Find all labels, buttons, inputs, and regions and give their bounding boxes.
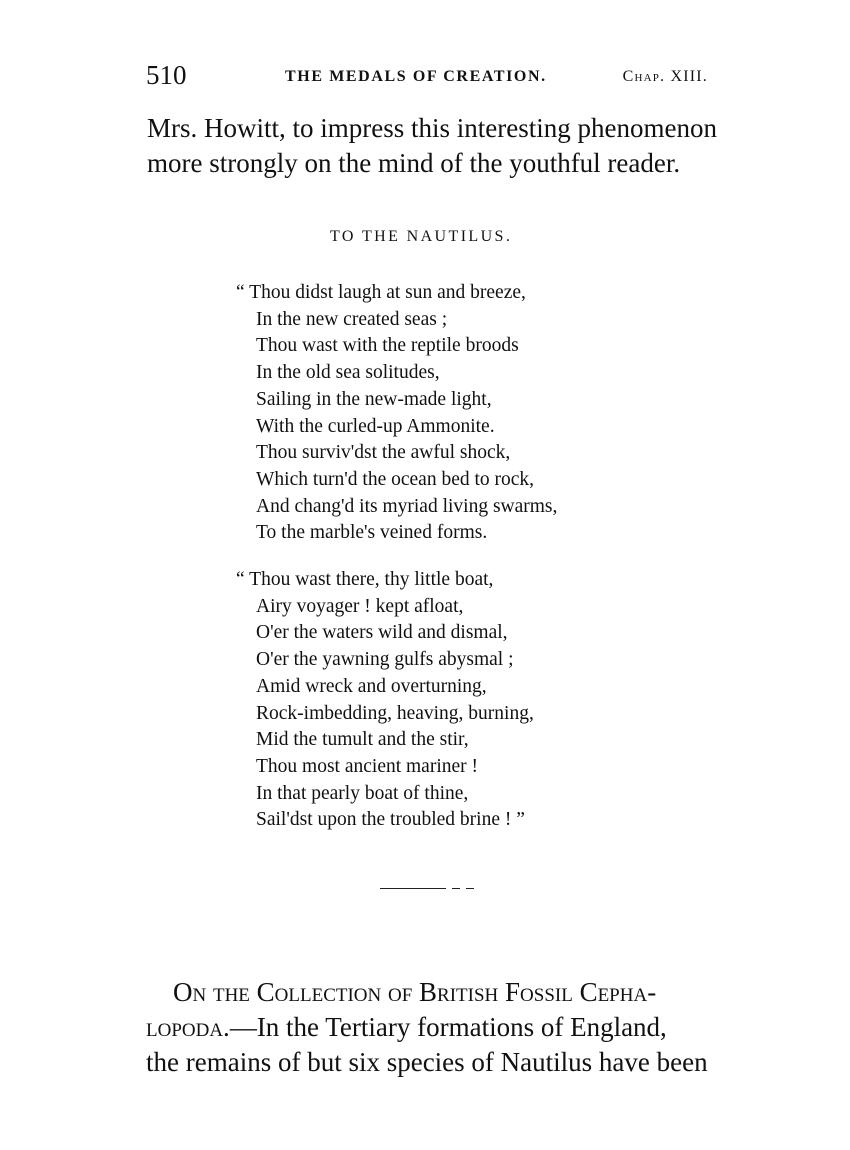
poem-line: “ Thou wast there, thy little boat, bbox=[236, 569, 494, 590]
poem-line: To the marble's veined forms. bbox=[256, 522, 488, 544]
poem-line: Thou surviv'dst the awful shock, bbox=[256, 442, 511, 464]
poem-line: Sail'dst upon the troubled brine ! ” bbox=[256, 809, 525, 831]
intro-line: Mrs. Howitt, to impress this interesting phenomenon bbox=[147, 113, 717, 143]
intro-paragraph bbox=[147, 111, 717, 181]
page-number: 510 bbox=[146, 60, 187, 90]
poem-line: And chang'd its myriad living swarms, bbox=[256, 495, 558, 517]
poem-stanza-2 bbox=[236, 567, 534, 834]
poem-line: “ Thou didst laugh at sun and breeze, bbox=[236, 282, 526, 303]
poem-line: Thou most ancient mariner ! bbox=[256, 755, 479, 777]
poem-line: Airy voyager ! kept afloat, bbox=[256, 595, 464, 617]
section-heading: On the Collection of British Fossil Cepha- bbox=[173, 977, 657, 1007]
section-body-text: —In the Tertiary formations of England, bbox=[229, 1012, 667, 1042]
intro-line: more strongly on the mind of the youthful reader. bbox=[147, 148, 681, 178]
poem-line: Mid the tumult and the stir, bbox=[256, 729, 469, 751]
running-title: THE MEDALS OF CREATION. bbox=[285, 68, 547, 85]
poem-line: With the curled-up Ammonite. bbox=[256, 415, 495, 437]
poem-line: Which turn'd the ocean bed to rock, bbox=[256, 468, 535, 490]
section-paragraph bbox=[146, 975, 706, 1080]
poem-stanza-1 bbox=[236, 280, 557, 547]
chapter-reference: Chap. XIII. bbox=[622, 68, 708, 85]
poem-line: In the new created seas ; bbox=[256, 308, 448, 330]
poem-line: O'er the waters wild and dismal, bbox=[256, 622, 508, 644]
poem-line: In the old sea solitudes, bbox=[256, 362, 440, 384]
poem-title: TO THE NAUTILUS. bbox=[330, 228, 513, 245]
poem-line: O'er the yawning gulfs abysmal ; bbox=[256, 649, 514, 671]
poem-line: Amid wreck and overturning, bbox=[256, 675, 487, 697]
section-line bbox=[146, 1010, 706, 1045]
page-header bbox=[146, 60, 708, 90]
poem-line: Rock-imbedding, heaving, burning, bbox=[256, 702, 534, 724]
poem-line: In that pearly boat of thine, bbox=[256, 782, 469, 804]
divider-dash bbox=[452, 888, 460, 889]
section-line: the remains of but six species of Nautilus have been bbox=[146, 1047, 708, 1077]
poem-line: Sailing in the new-made light, bbox=[256, 388, 492, 410]
section-divider bbox=[380, 888, 476, 890]
poem-line: Thou wast with the reptile broods bbox=[256, 335, 519, 357]
section-heading-continued: lopoda. bbox=[146, 1012, 230, 1042]
divider-rule bbox=[380, 888, 446, 889]
divider-dash bbox=[466, 888, 474, 889]
